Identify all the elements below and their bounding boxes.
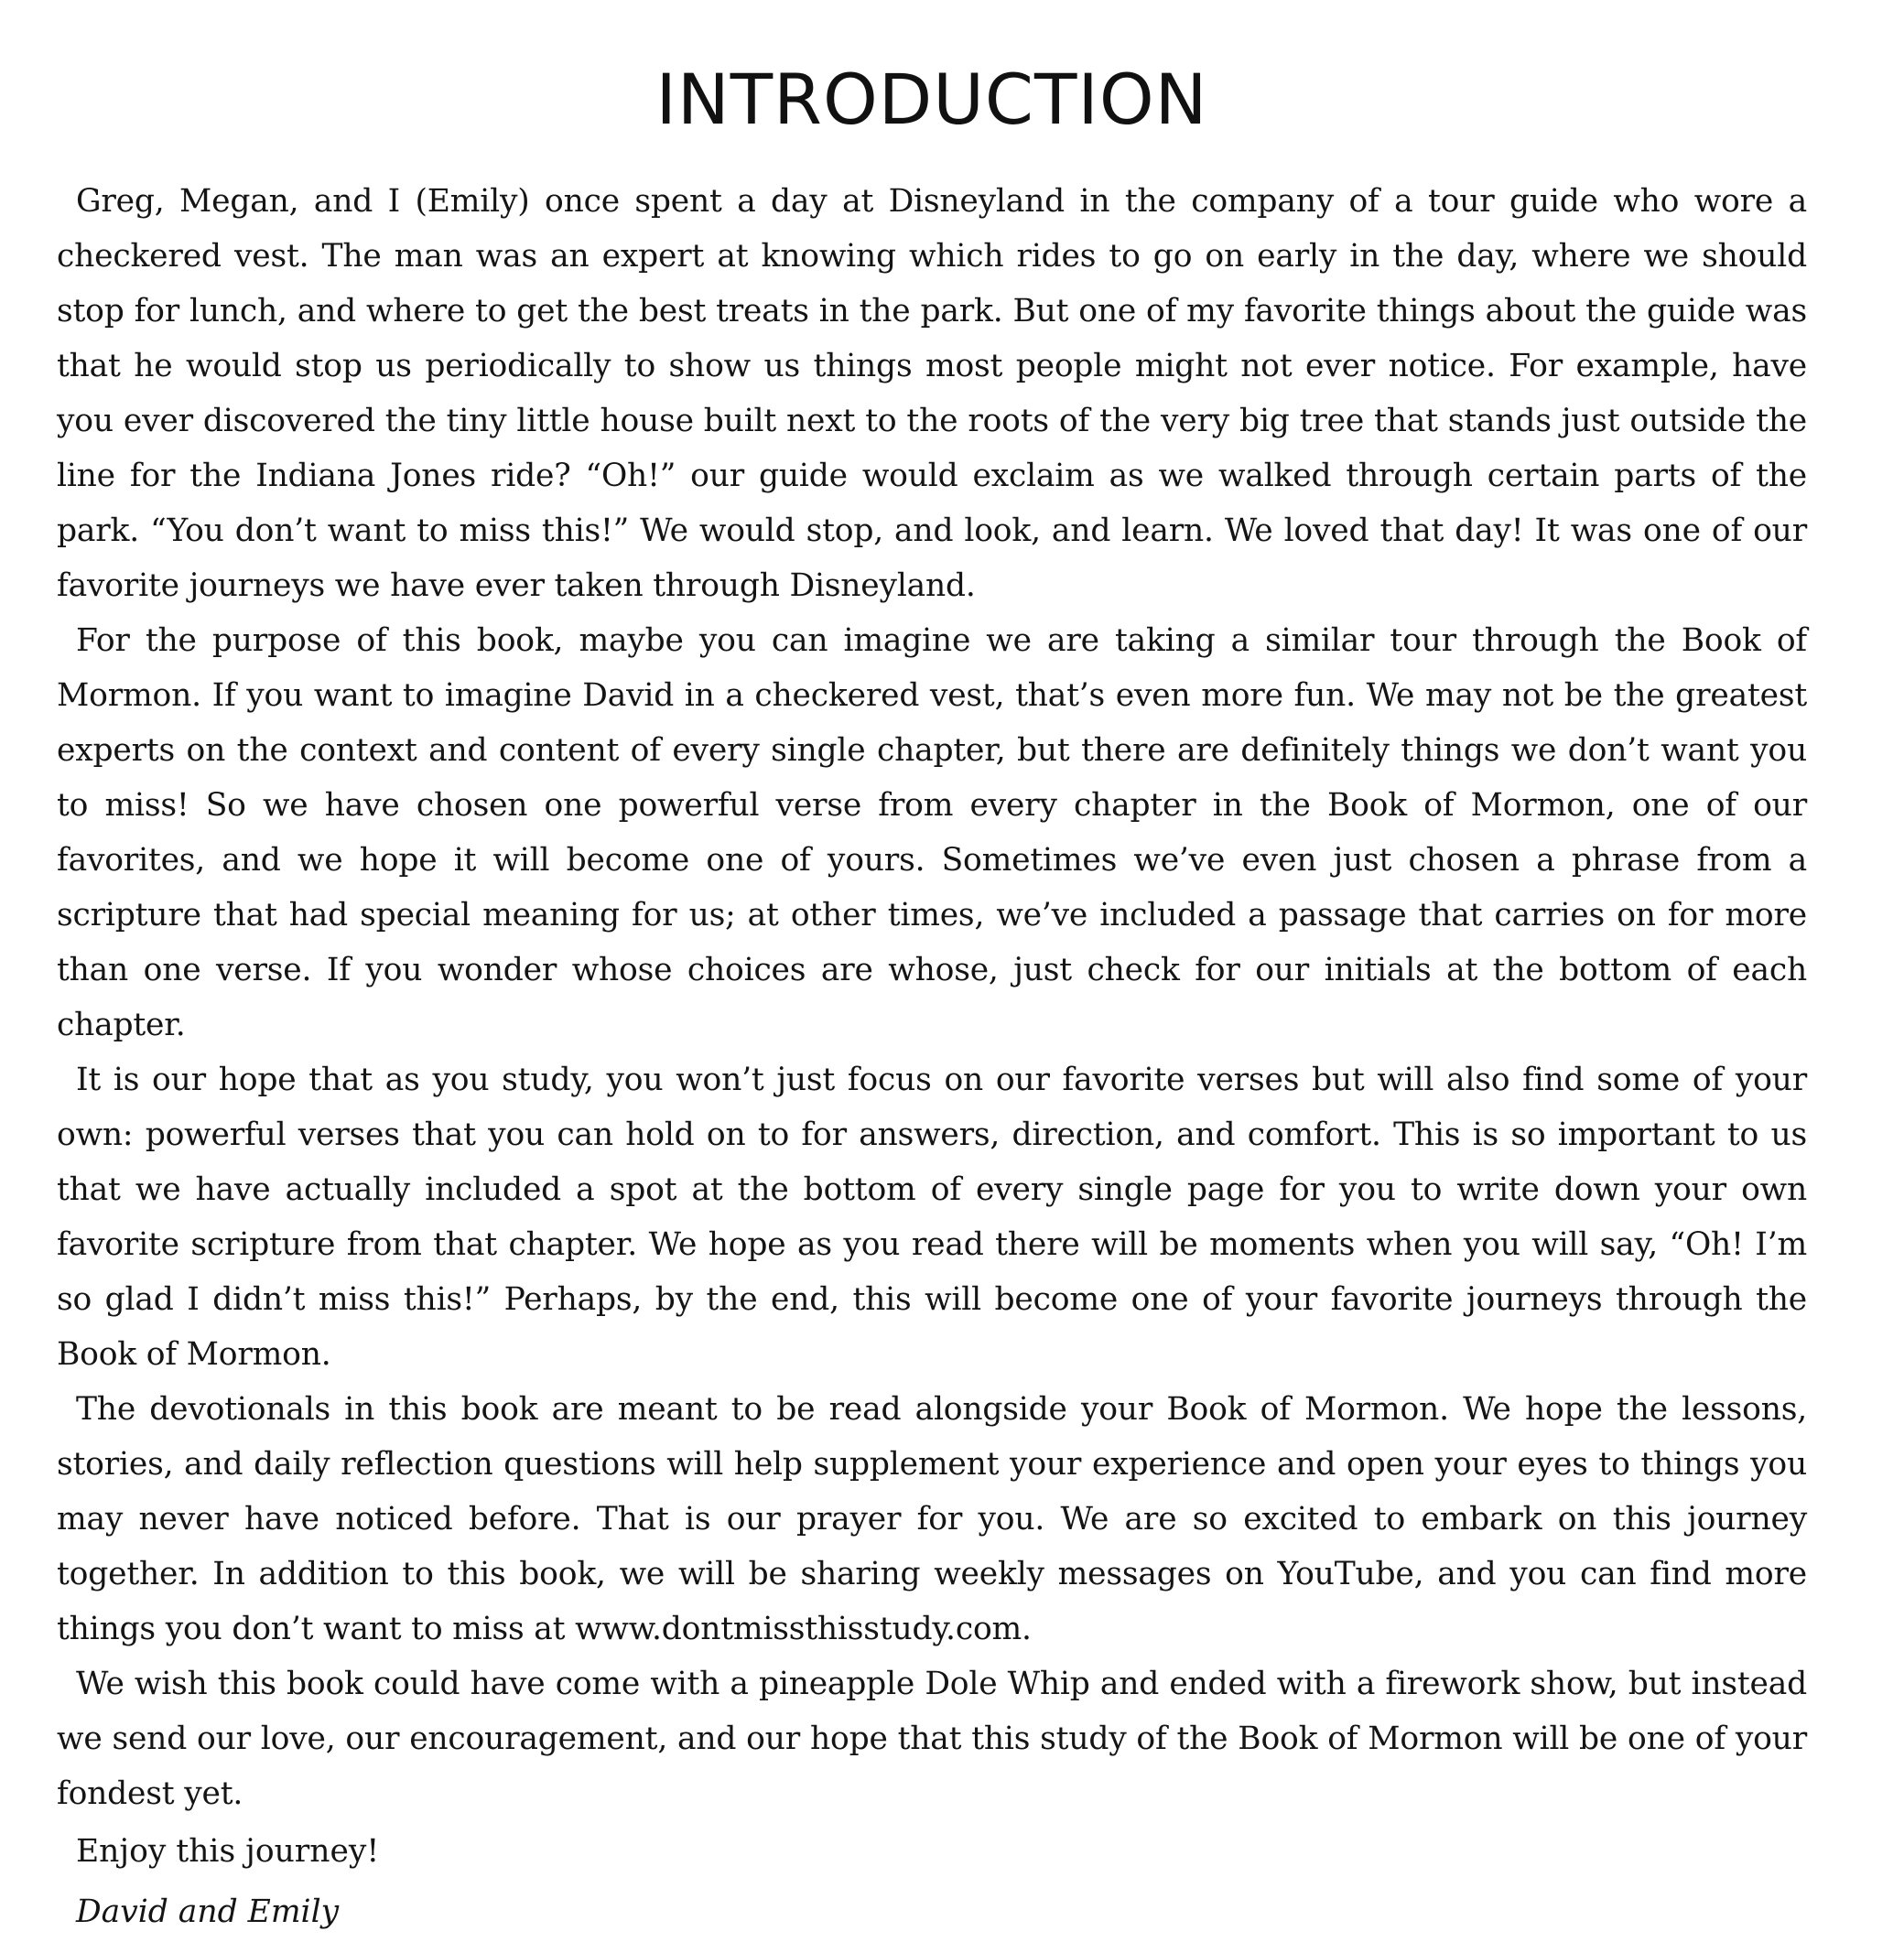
signature: David and Emily [76, 1893, 340, 1930]
page-title: INTRODUCTION [655, 59, 1208, 140]
paragraph-book-tour: For the purpose of this book, maybe you can imagine we are taking a similar tour through the Book of Mormon. If you want to imagine David in a checkered vest, that’s even more fun. We may not be the greatest experts on the context and content of every single chapter, but there are definitely things we don’t want you to miss! So we have chosen one powerful verse from every chapter in the Book of Mormon, one of our favorites, and we hope it will become one of yours. Sometimes we’ve even just chosen a phrase from a scripture that had special meaning for us; at other times, we’ve included a passage that carries on for more than one verse. If you wonder whose choices are whose, just check for our initials at the bottom of each chapter. [57, 622, 1807, 1043]
paragraph-dole-whip: We wish this book could have come with a pineapple Dole Whip and ended with a firework show, but instead we send our love, our encouragement, and our hope that this study of the Book of Mormon will be one of your fondest yet. [57, 1666, 1807, 1812]
paragraph-disneyland-tour: Greg, Megan, and I (Emily) once spent a day at Disneyland in the company of a tour guide who wore a checkered vest. The man was an expert at knowing which rides to go on early in the day, where we should stop for lunch, and where to get the best treats in the park. But one of my favorite things about the guide was that he would stop us periodically to show us things most people might not ever notice. For example, have you ever discovered the tiny little house built next to the roots of the very big tree that stands just outside the line for the Indiana Jones ride? “Oh!” our guide would exclaim as we walked through certain parts of the park. “You don’t want to miss this!” We would stop, and look, and learn. We loved that day! It was one of our favorite journeys we have ever taken through Disneyland. [57, 183, 1807, 604]
paragraph-devotionals: The devotionals in this book are meant to be read alongside your Book of Mormon. We hope the lessons, stories, and daily reflection questions will help supplement your experience and open your eyes to things you may never have noticed before. That is our prayer for you. We are so excited to embark on this journey together. In addition to this book, we will be sharing weekly messages on YouTube, and you can find more things you don’t want to miss at www.dontmissthisstudy.com. [57, 1391, 1807, 1647]
paragraph-find-your-own: It is our hope that as you study, you won’t just focus on our favorite verses but will also find some of your own: powerful verses that you can hold on to for answers, direction, and comfort. This is so important to us that we have actually included a spot at the bottom of every single page for you to write down your own favorite scripture from that chapter. We hope as you read there will be moments when you will say, “Oh! I’m so glad I didn’t miss this!” Perhaps, by the end, this will become one of your favorite journeys through the Book of Mormon. [57, 1062, 1807, 1373]
page [57, 57, 1807, 1942]
closing-line: Enjoy this journey! [76, 1833, 380, 1870]
